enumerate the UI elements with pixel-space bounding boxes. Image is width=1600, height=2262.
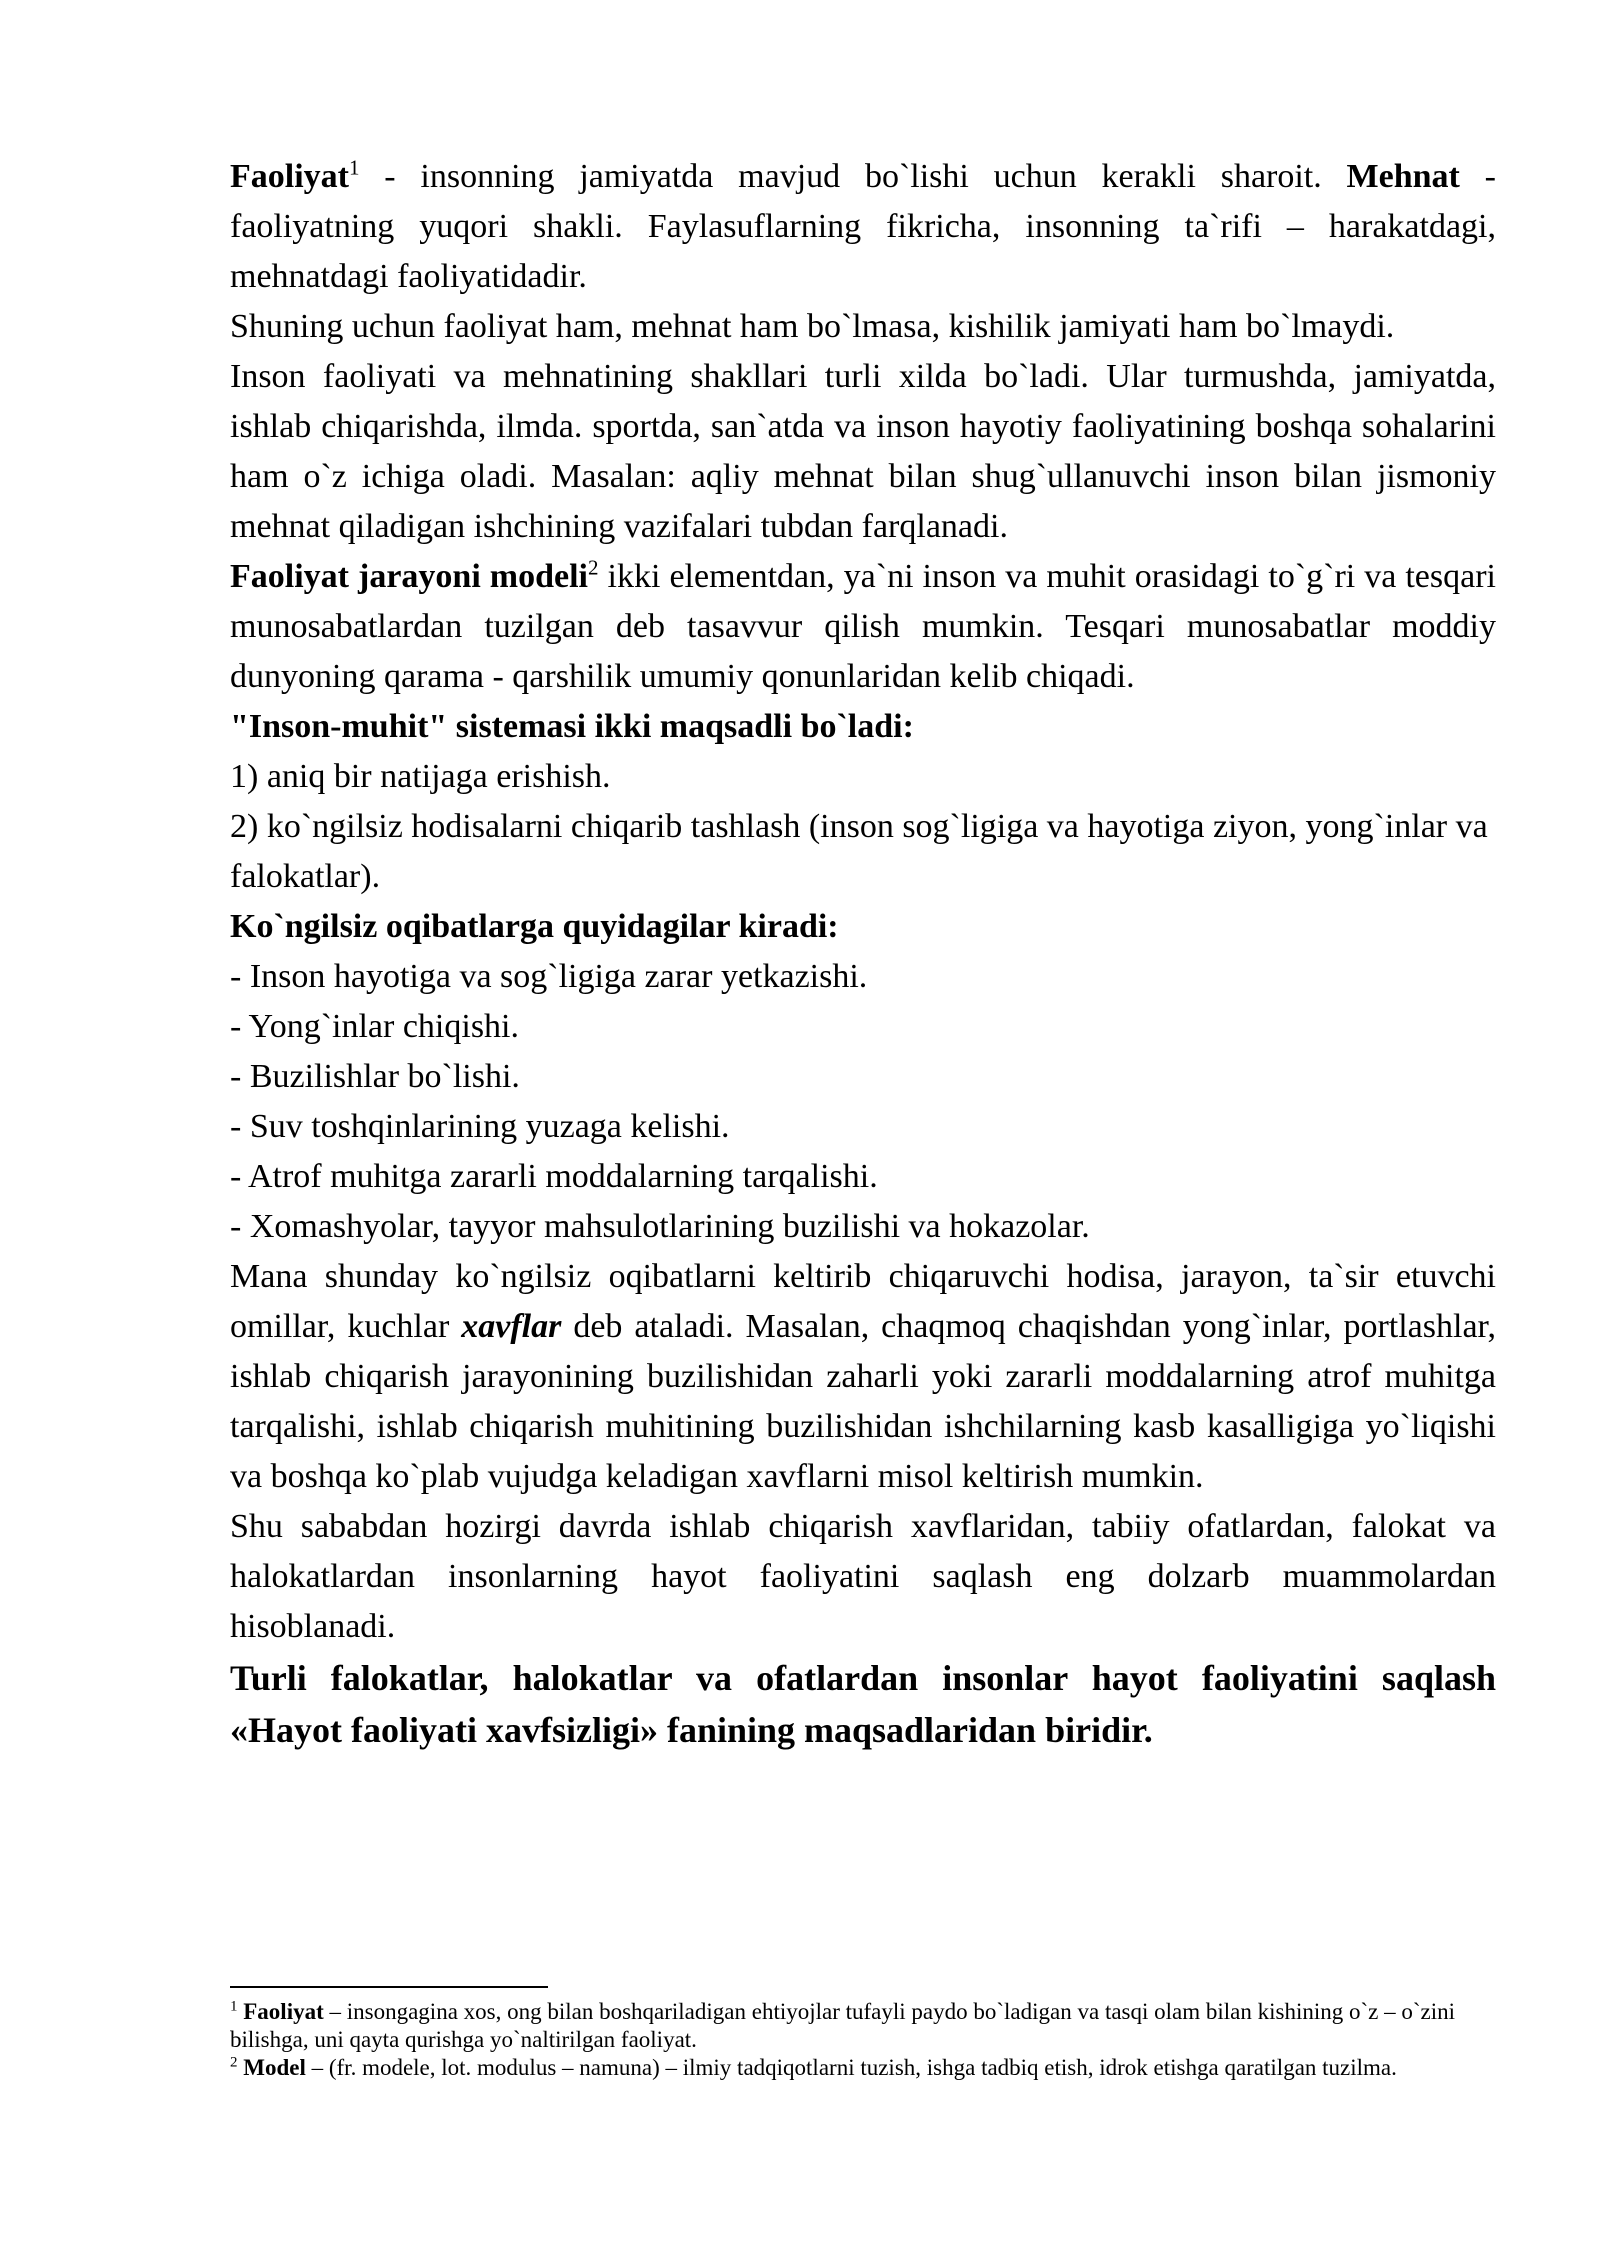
goals-heading [230,702,1496,752]
consequence-item: - Yong`inlar chiqishi. [230,1008,519,1045]
footnote-ref-1: 1 [348,155,360,180]
goals-heading-text: "Inson-muhit" sistemasi ikki maqsadli bo`ladi: [230,708,914,745]
paragraph-activity-model [230,552,1496,702]
term-mehnat: Mehnat [1346,158,1460,195]
paragraph-text: deb ataladi. Masalan, chaqmoq chaqishdan yong`inlar, portlashlar, ishlab chiqarish jarayonining buzilishidan zaharli yoki zararli moddalarning atrof muhitga tarqalishi, ishlab chiqarish muhitining buzilishidan ishchilarning kasb kasalligiga yo`liqishi va boshqa ko`plab vujudga keladigan xavflarni misol keltirish mumkin. [230,1308,1497,1495]
consequences-heading-text: Ko`ngilsiz oqibatlarga quyidagilar kiradi: [230,908,839,945]
consequence-item: - Suv toshqinlarining yuzaga kelishi. [230,1108,730,1145]
consequences-heading [230,902,1496,952]
consequence-item: - Inson hayotiga va sog`ligiga zarar yetkazishi. [230,958,868,995]
paragraph-forms-of-activity: Inson faoliyati va mehnatining shakllari turli xilda bo`ladi. Ular turmushda, jamiyatda, ishlab chiqarishda, ilmda. sportda, san`atda va inson hayotiy faoliyatining boshqa sohalarini ham o`z ichiga oladi. Masalan: aqliy mehnat bilan shug`ullanuvchi inson bilan jismoniy mehnat qiladigan ishchining vazifalari tubdan farqlanadi. [230,358,1496,545]
footnote-text-1: – insongagina xos, ong bilan boshqariladigan ehtiyojlar tufayli paydo bo`ladigan va tasqi olam bilan kishining o`z – o`zini bilishga, uni qayta qurishga yo`naltirilgan faoliyat. [230,1999,1455,2052]
goal-item-2: 2) ko`ngilsiz hodisalarni chiqarib tashlash (inson sog`ligiga va hayotiga ziyon, yong`inlar va falokatlar). [230,808,1488,895]
goal-item-1: 1) aniq bir natijaga erishish. [230,758,611,795]
footnote-separator [230,1986,548,1988]
term-activity-model: Faoliyat jarayoni modeli [230,558,589,595]
main-text [230,152,1496,1756]
paragraph-society: Shuning uchun faoliyat ham, mehnat ham bo`lmasa, kishilik jamiyati ham bo`lmaydi. [230,308,1395,345]
consequence-item: - Atrof muhitga zararli moddalarning tarqalishi. [230,1158,878,1195]
paragraph-relevance: Shu sababdan hozirgi davrda ishlab chiqarish xavflaridan, tabiiy ofatlardan, falokat va halokatlardan insonlarning hayot faoliyatini saqlash eng dolzarb muammolardan hisoblanadi. [230,1508,1496,1645]
footnote-1 [230,1998,1496,2054]
paragraph-text: ikki elementdan, ya`ni inson va muhit orasidagi to`g`ri va tesqari munosabatlardan tuzilgan deb tasavvur qilish mumkin. Tesqari munosabatlar moddiy dunyoning qarama - qarshilik umumiy qonunlaridan kelib chiqadi. [230,558,1496,695]
footnote-text-2: – (fr. modele, lot. modulus – namuna) – ilmiy tadqiqotlarni tuzish, ishga tadbiq etish, idrok etishga qaratilgan tuzilma. [305,2055,1397,2080]
footnote-number-1: 1 [230,1998,238,2015]
consequence-item: - Buzilishlar bo`lishi. [230,1058,520,1095]
footnotes [230,1998,1496,2082]
footnote-number-2: 2 [230,2054,238,2071]
footnote-term-2: Model [243,2055,306,2080]
paragraph-conclusion: Turli falokatlar, halokatlar va ofatlardan insonlar hayot faoliyatini saqlash «Hayot faoliyati xavfsizligi» fanining maqsadlaridan biridir. [230,1658,1496,1750]
footnote-2 [230,2054,1496,2082]
term-faoliyat: Faoliyat [230,158,349,195]
paragraph-text: - faoliyatning yuqori shakli. Faylasuflarning fikricha, insonning ta`rifi – harakatdagi, mehnatdagi faoliyatidadir. [230,158,1496,295]
paragraph-faoliyat-definition [230,152,1496,302]
paragraph-text: - insonning jamiyatda mavjud bo`lishi uchun kerakli sharoit. [359,158,1347,195]
term-xavflar: xavflar [461,1308,562,1345]
paragraph-hazards [230,1252,1496,1502]
paragraph-text: Mana shunday ko`ngilsiz oqibatlarni keltirib chiqaruvchi hodisa, jarayon, ta`sir etuvchi omillar, kuchlar [230,1258,1496,1345]
footnote-ref-2: 2 [588,555,599,580]
footnote-term-1: Faoliyat [243,1999,324,2024]
consequence-item: - Xomashyolar, tayyor mahsulotlarining buzilishi va hokazolar. [230,1208,1090,1245]
